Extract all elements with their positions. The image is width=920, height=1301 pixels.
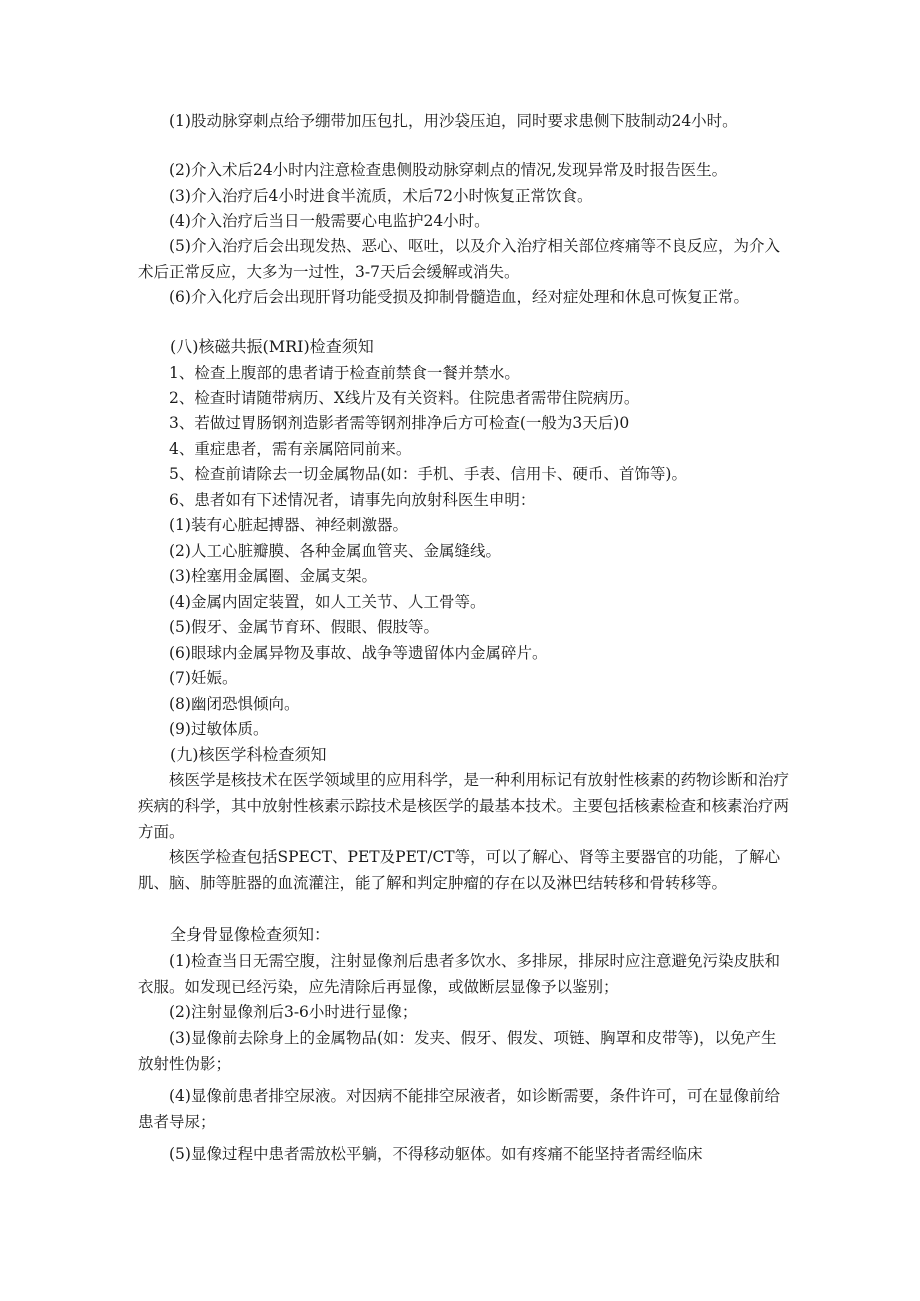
paragraph-side-effects: (5)介入治疗后会出现发热、恶心、呕吐，以及介入治疗相关部位疼痛等不良反应，为介入术后正常反应，大多为一过性，3-7天后会缓解或消失。 — [138, 237, 780, 281]
list-item: 1、检查上腹部的患者请于检查前禁食一餐并禁水。 — [169, 364, 520, 382]
list-item: (4)显像前患者排空尿液。对因病不能排空尿液者，如诊断需要，条件许可，可在显像前给患者导尿； — [138, 1087, 780, 1131]
list-item: 2、检查时请随带病历、X线片及有关资料。住院患者需带住院病历。 — [169, 389, 640, 407]
list-item: (3)显像前去除身上的金属物品(如：发夹、假牙、假发、项链、胸罩和皮带等)，以免产生放射性伪影； — [138, 1029, 777, 1073]
paragraph-nuclear-exams: 核医学检查包括SPECT、PET及PET/CT等，可以了解心、肾等主要器官的功能，了解心肌、脑、肺等脏器的血流灌注，能了解和判定肿瘤的存在以及淋巴结转移和骨转移等。 — [138, 848, 781, 892]
paragraph-ecg-monitor: (4)介入治疗后当日一般需要心电监护24小时。 — [169, 212, 490, 230]
list-item: (1)检查当日无需空腹，注射显像剂后患者多饮水、多排尿，排尿时应注意避免污染皮肤和衣服。如发现已经污染，应先清除后再显像，或做断层显像予以鉴别； — [138, 952, 780, 996]
list-item: (5)显像过程中患者需放松平躺，不得移动躯体。如有疼痛不能坚持者需经临床 — [169, 1145, 703, 1163]
list-item: (1)装有心脏起搏器、神经刺激器。 — [169, 516, 408, 534]
section-heading-mri: (八)核磁共振(MRI)检查须知 — [170, 337, 374, 356]
section-heading-nuclear-medicine: (九)核医学科检查须知 — [170, 745, 327, 764]
list-item: (4)金属内固定装置，如人工关节、人工骨等。 — [169, 593, 486, 611]
subheading-bone-scan: 全身骨显像检查须知： — [170, 925, 331, 944]
paragraph-diet: (3)介入治疗后4小时进食半流质，术后72小时恢复正常饮食。 — [169, 187, 593, 205]
paragraph-nuclear-intro: 核医学是核技术在医学领域里的应用科学，是一种利用标记有放射性核素的药物诊断和治疗疾病的科学，其中放射性核素示踪技术是核医学的最基本技术。主要包括核素检查和核素治疗两方面。 — [138, 771, 790, 841]
list-item: (2)人工心脏瓣膜、各种金属血管夹、金属缝线。 — [169, 542, 501, 560]
paragraph-femoral-compression: (1)股动脉穿刺点给予绷带加压包扎，用沙袋压迫，同时要求患侧下肢制动24小时。 — [169, 112, 738, 130]
list-item: (2)注射显像剂后3-6小时进行显像； — [169, 1003, 418, 1021]
paragraph-puncture-check: (2)介入术后24小时内注意检查患侧股动脉穿刺点的情况,发现异常及时报告医生。 — [169, 161, 728, 179]
list-item: 5、检查前请除去一切金属物品(如：手机、手表、信用卡、硬币、首饰等)。 — [169, 465, 687, 483]
list-item: (8)幽闭恐惧倾向。 — [169, 695, 300, 713]
list-item: 3、若做过胃肠钢剂造影者需等钢剂排净后方可检查(一般为3天后)0 — [169, 414, 630, 432]
list-item: (9)过敏体质。 — [169, 720, 269, 738]
list-item: (3)栓塞用金属圈、金属支架。 — [169, 567, 377, 585]
list-item: (5)假牙、金属节育环、假眼、假肢等。 — [169, 618, 439, 636]
paragraph-liver-kidney: (6)介入化疗后会出现肝肾功能受损及抑制骨髓造血，经对症处理和休息可恢复正常。 — [169, 288, 749, 306]
list-item: 4、重症患者，需有亲属陪同前来。 — [169, 440, 412, 458]
list-item: (7)妊娠。 — [169, 669, 238, 687]
list-item: 6、患者如有下述情况者，请事先向放射科医生申明： — [169, 491, 536, 509]
list-item: (6)眼球内金属异物及事故、战争等遗留体内金属碎片。 — [169, 644, 548, 662]
